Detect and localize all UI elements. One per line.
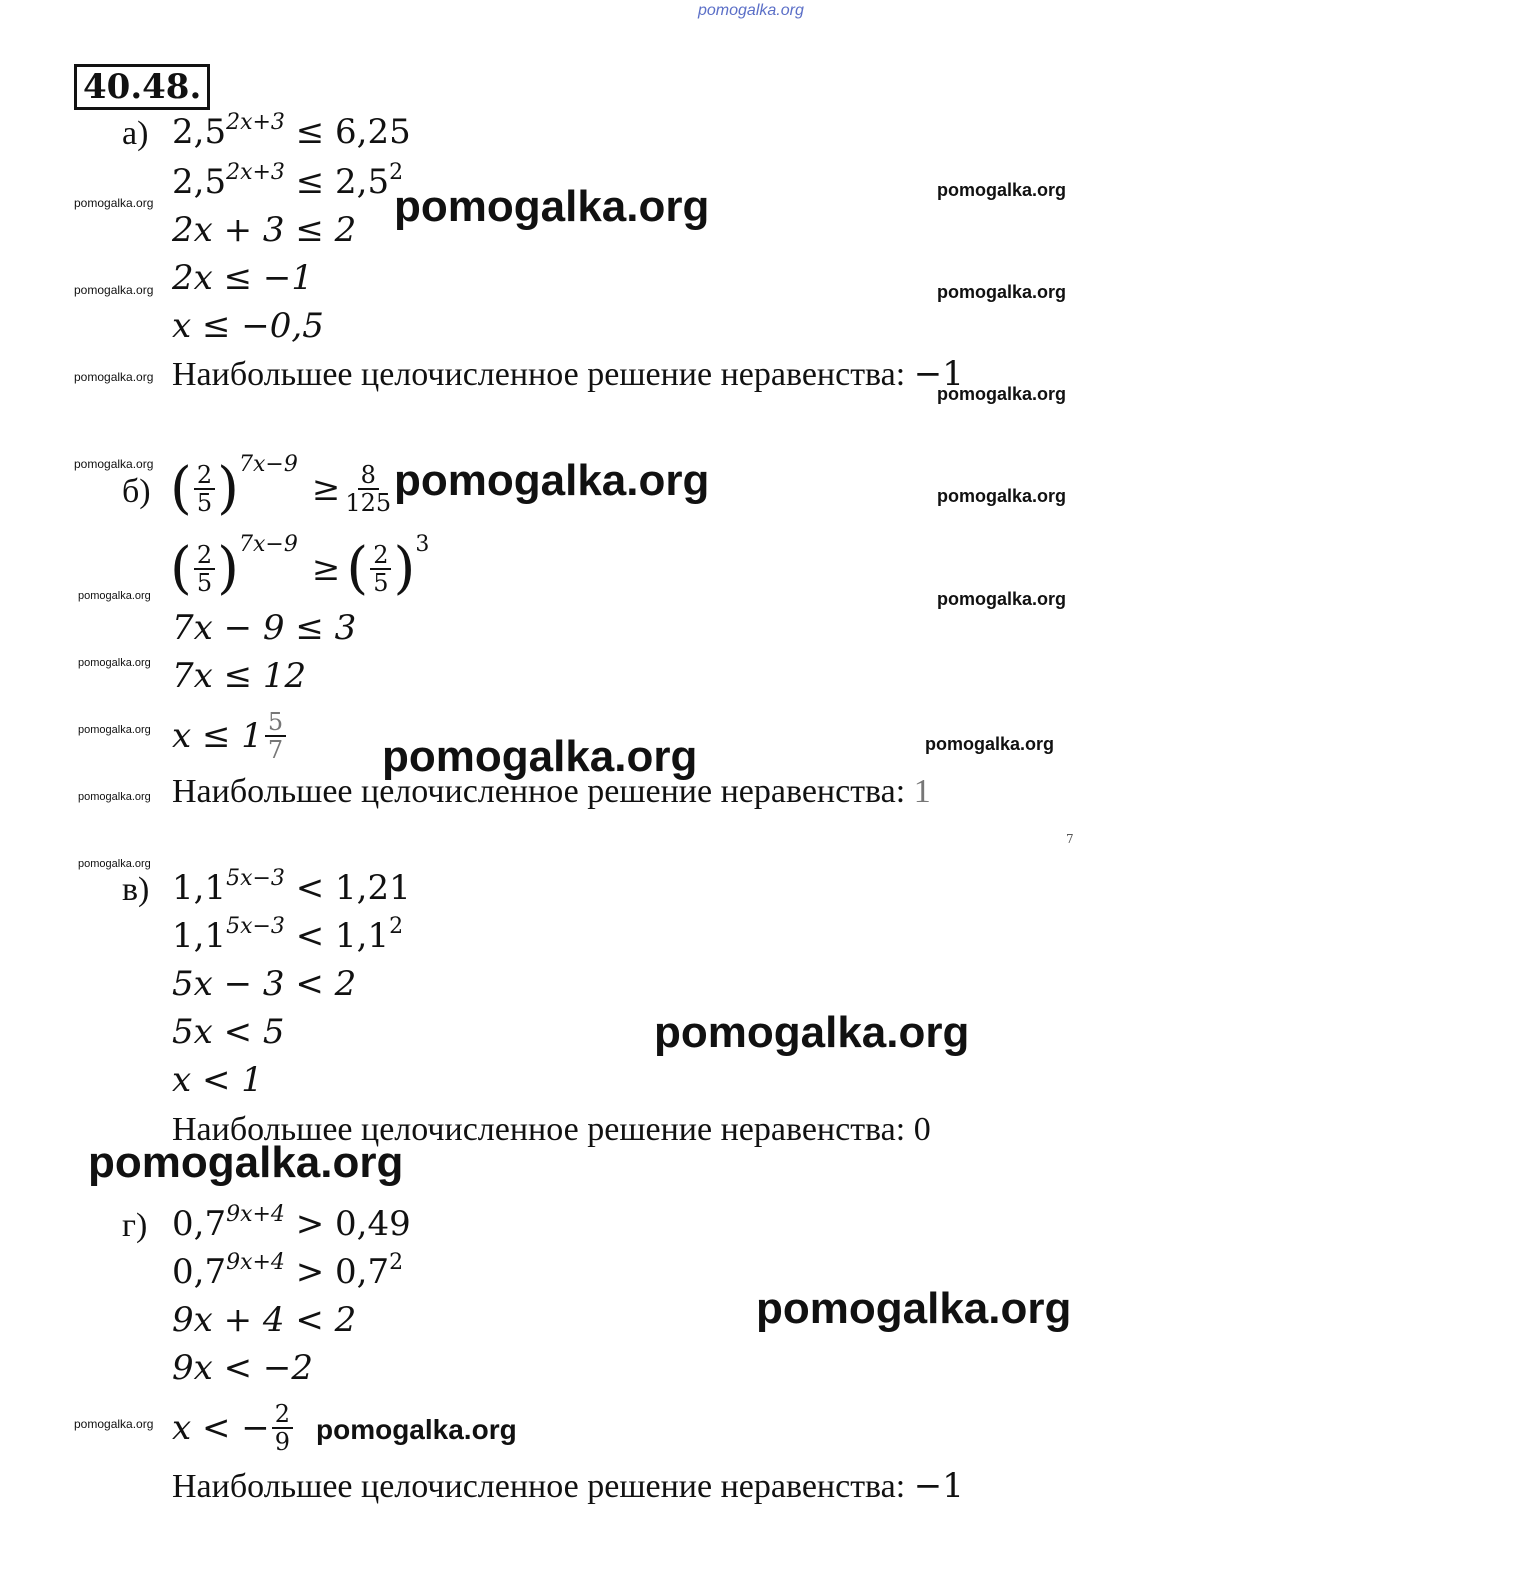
watermark: pomogalka.org — [394, 456, 710, 505]
part-a-line-1: $2,5^{2x+3} \le 6,25$ — [172, 110, 411, 152]
part-c-line-3: 5x − 3 < 2 — [172, 964, 357, 1004]
watermark: pomogalka.org — [74, 1417, 154, 1431]
part-d-line-4: 9x < −2 — [172, 1348, 314, 1388]
stray-mark: 7 — [1066, 832, 1074, 846]
part-d-line-1: $0,7^{9x+4} > 0,49$ — [172, 1202, 411, 1244]
part-c-label: в) — [122, 871, 150, 908]
watermark: pomogalka.org — [382, 732, 698, 781]
part-d-line-3: 9x + 4 < 2 — [172, 1300, 357, 1340]
part-d-line-2: $0,7^{9x+4} > 0,7^2$ — [172, 1250, 404, 1292]
part-c-answer: Наибольшее целочисленное решение неравенства: 0 — [172, 1111, 931, 1148]
part-b-line-1: ( $\frac{2}{5}$ ) $^{7x-9}$ ≥ $\frac{8}{125}$ — [170, 452, 392, 521]
watermark: pomogalka.org — [74, 370, 154, 384]
watermark: pomogalka.org — [88, 1138, 404, 1187]
watermark: pomogalka.org — [654, 1008, 970, 1057]
watermark: pomogalka.org — [74, 457, 154, 471]
part-a-answer: Наибольшее целочисленное решение неравенства: −1 — [172, 354, 964, 394]
watermark: pomogalka.org — [925, 734, 1055, 754]
watermark: pomogalka.org — [316, 1414, 517, 1445]
part-c-line-4: 5x < 5 — [172, 1012, 285, 1052]
watermark: pomogalka.org — [937, 180, 1067, 200]
site-watermark-top: pomogalka.org — [698, 2, 804, 19]
watermark: pomogalka.org — [74, 283, 154, 297]
watermark: pomogalka.org — [78, 858, 151, 870]
watermark: pomogalka.org — [74, 196, 154, 210]
watermark: pomogalka.org — [78, 590, 151, 602]
watermark: pomogalka.org — [78, 657, 151, 669]
watermark: pomogalka.org — [937, 384, 1067, 404]
part-b-line-2: ( $\frac{2}{5}$ ) $^{7x-9}$ ≥ ( $\frac{2}{5}$ ) $^3$ — [170, 532, 430, 601]
part-d-label: г) — [122, 1207, 148, 1244]
part-a-line-3: 2x + 3 ≤ 2 — [172, 210, 357, 250]
part-c-line-2: $1,1^{5x-3} < 1,1^2$ — [172, 914, 404, 956]
watermark: pomogalka.org — [756, 1284, 1072, 1333]
part-d-answer: Наибольшее целочисленное решение неравенства: −1 — [172, 1466, 964, 1506]
part-c-line-5: x < 1 — [172, 1060, 263, 1100]
part-a-line-4: 2x ≤ −1 — [172, 258, 314, 298]
part-b-line-3: 7x − 9 ≤ 3 — [172, 608, 357, 648]
watermark: pomogalka.org — [937, 486, 1067, 506]
part-a-line-2: $2,5^{2x+3} \le 2,5^2$ — [172, 160, 404, 202]
watermark: pomogalka.org — [937, 589, 1067, 609]
part-a-label: а) — [122, 115, 149, 152]
watermark: pomogalka.org — [394, 182, 710, 231]
part-d-line-5: x < − $\frac{2}{9}$ — [172, 1396, 295, 1460]
watermark: pomogalka.org — [937, 282, 1067, 302]
part-b-answer: Наибольшее целочисленное решение неравенства: 1 — [172, 773, 931, 810]
part-b-line-5: x ≤ 1 $\frac{5}{7}$ — [172, 704, 288, 768]
part-b-label: б) — [122, 473, 151, 510]
part-c-line-1: $1,1^{5x-3} < 1,21$ — [172, 866, 411, 908]
part-b-line-4: 7x ≤ 12 — [172, 656, 307, 696]
watermark: pomogalka.org — [78, 791, 151, 803]
problem-number: 40.48. — [74, 64, 210, 110]
watermark: pomogalka.org — [78, 724, 151, 736]
part-a-line-5: x ≤ −0,5 — [172, 306, 324, 346]
